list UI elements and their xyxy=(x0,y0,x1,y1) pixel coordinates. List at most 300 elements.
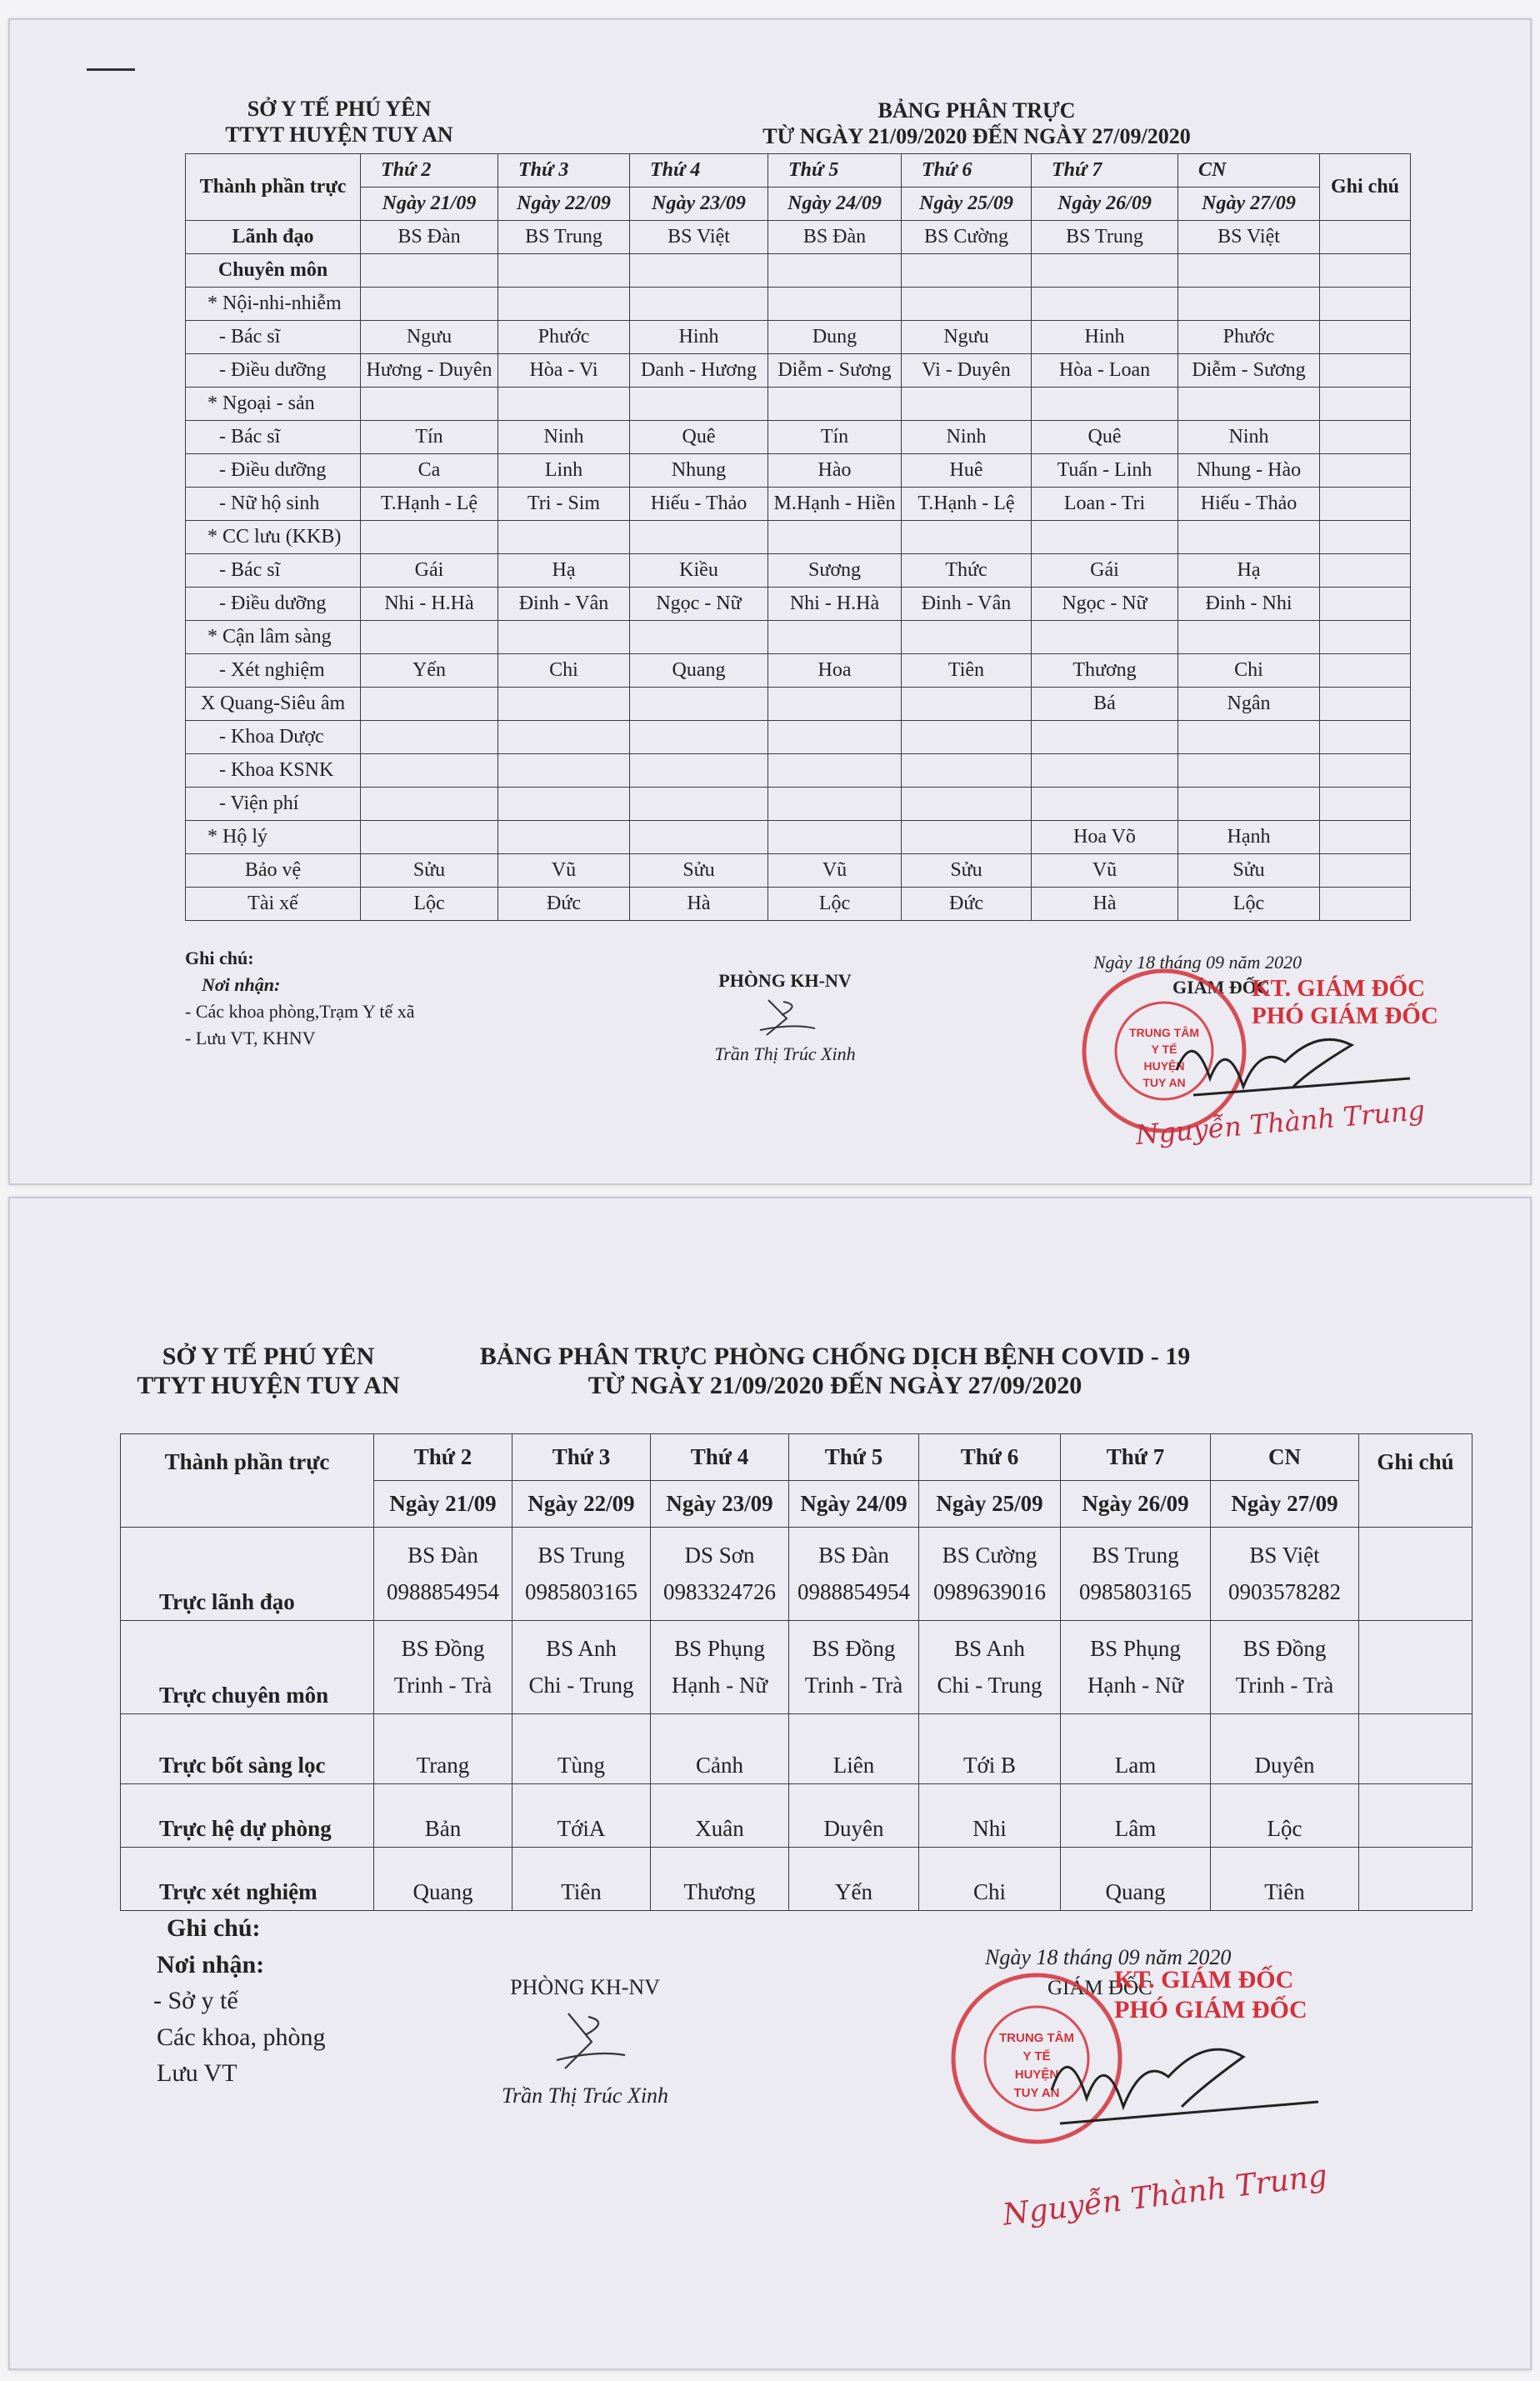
day-header: Thứ 6 xyxy=(902,154,1032,188)
dept-name: PHÒNG KH-NV xyxy=(718,970,852,991)
roster-cell: Diễm - Sương xyxy=(1178,354,1320,388)
row-label: X Quang-Siêu âm xyxy=(186,688,361,721)
roster-cell: Tùng xyxy=(512,1714,651,1784)
day-header: Thứ 3 xyxy=(498,154,630,188)
roster-cell xyxy=(768,254,902,288)
date-header: Ngày 23/09 xyxy=(651,1481,789,1528)
roster-cell: Hoa xyxy=(768,654,902,688)
roster-cell: Hinh xyxy=(630,321,768,354)
note-cell xyxy=(1320,588,1411,621)
row-label: Trực xét nghiệm xyxy=(121,1848,374,1911)
roster-cell xyxy=(361,721,498,754)
roster-cell xyxy=(498,688,630,721)
notes-title: Ghi chú: xyxy=(185,948,254,968)
row-label: - Xét nghiệm xyxy=(186,654,361,688)
row-label: - Bác sĩ xyxy=(186,554,361,588)
cell-line: 0903578282 xyxy=(1228,1578,1341,1604)
cell-line: Chi - Trung xyxy=(937,1672,1042,1698)
row-label: Lãnh đạo xyxy=(186,221,361,254)
day-header: Thứ 2 xyxy=(374,1434,512,1481)
dept-sign-block xyxy=(477,1975,693,2108)
roster-cell xyxy=(768,288,902,321)
date-header: Ngày 27/09 xyxy=(1211,1481,1359,1528)
roster-cell xyxy=(919,1621,1061,1714)
org-line-2: TTYT HUYỆN TUY AN xyxy=(137,1372,400,1400)
roster-cell xyxy=(630,288,768,321)
row-label: Chuyên môn xyxy=(186,254,361,288)
roster-cell: Chi xyxy=(919,1848,1061,1911)
note-cell xyxy=(1320,854,1411,888)
margin-mark xyxy=(87,68,135,71)
cell-line: BS Đồng xyxy=(812,1636,896,1662)
roster-cell: BS Đàn xyxy=(768,221,902,254)
roster-cell xyxy=(361,254,498,288)
notes-block xyxy=(143,1910,325,2092)
roster-cell xyxy=(1178,721,1320,754)
day-header: Thứ 5 xyxy=(768,154,902,188)
roster-cell xyxy=(630,388,768,421)
note-cell xyxy=(1359,1848,1472,1911)
roster-cell: Ninh xyxy=(498,421,630,454)
note-cell xyxy=(1320,288,1411,321)
title-line-1: BẢNG PHÂN TRỰC xyxy=(878,98,1076,123)
roster-row xyxy=(186,588,1411,621)
roster-cell: BS Đàn xyxy=(361,221,498,254)
roster-cell xyxy=(630,521,768,554)
day-header: CN xyxy=(1211,1434,1359,1481)
date-header: Ngày 25/09 xyxy=(902,188,1032,221)
roster-cell xyxy=(498,821,630,854)
roster-cell: Quê xyxy=(1032,421,1178,454)
roster-row xyxy=(186,454,1411,488)
duty-roster-table xyxy=(185,153,1411,921)
date-line: Ngày 18 tháng 09 năm 2020 xyxy=(985,1945,1232,1969)
roster-cell: Hòa - Loan xyxy=(1032,354,1178,388)
svg-text:HUYỆN: HUYỆN xyxy=(1014,2068,1059,2082)
date-line: Ngày 18 tháng 09 năm 2020 xyxy=(1093,952,1302,973)
roster-row xyxy=(186,254,1411,288)
roster-cell xyxy=(902,621,1032,654)
roster-cell: Quang xyxy=(374,1848,512,1911)
date-header: Ngày 22/09 xyxy=(498,188,630,221)
roster-cell: Tiên xyxy=(902,654,1032,688)
date-header: Ngày 21/09 xyxy=(361,188,498,221)
roster-cell xyxy=(1178,288,1320,321)
roster-cell xyxy=(1032,621,1178,654)
roster-cell: Hòa - Vi xyxy=(498,354,630,388)
cell-line: Chi - Trung xyxy=(528,1672,634,1698)
note-cell xyxy=(1320,521,1411,554)
roster-cell xyxy=(498,388,630,421)
roster-cell: Đinh - Nhi xyxy=(1178,588,1320,621)
cell-line: BS Phụng xyxy=(674,1636,765,1662)
dept-name: PHÒNG KH-NV xyxy=(510,1975,660,1999)
roster-cell xyxy=(512,1621,651,1714)
day-header: Thứ 7 xyxy=(1032,154,1178,188)
row-label: * Ngoại - sản xyxy=(186,388,361,421)
roster-cell: Sửu xyxy=(902,854,1032,888)
roster-cell xyxy=(498,788,630,821)
roster-row xyxy=(186,854,1411,888)
roster-cell: Tới B xyxy=(919,1714,1061,1784)
note-cell xyxy=(1320,888,1411,921)
header-row-days xyxy=(186,154,1411,188)
roster-cell: Đức xyxy=(498,888,630,921)
date-header: Ngày 22/09 xyxy=(512,1481,651,1528)
roster-row xyxy=(121,1714,1472,1784)
roster-cell xyxy=(498,721,630,754)
roster-cell xyxy=(1032,388,1178,421)
recipients-title: Nơi nhận: xyxy=(157,1950,265,1978)
roster-row xyxy=(186,388,1411,421)
roster-cell: Lộc xyxy=(361,888,498,921)
cell-line: 0988854954 xyxy=(387,1578,499,1604)
roster-cell xyxy=(1211,1528,1359,1621)
roster-cell xyxy=(498,621,630,654)
day-header: Thứ 2 xyxy=(361,154,498,188)
director-title: GIÁM ĐỐC xyxy=(1172,977,1270,998)
roster-cell: Ngọc - Nữ xyxy=(1032,588,1178,621)
date-header: Ngày 27/09 xyxy=(1178,188,1320,221)
roster-cell xyxy=(902,288,1032,321)
roster-cell xyxy=(1032,721,1178,754)
roster-cell: Chi xyxy=(498,654,630,688)
roster-cell: Ngưu xyxy=(361,321,498,354)
roster-cell: Tiên xyxy=(1211,1848,1359,1911)
date-header: Ngày 23/09 xyxy=(630,188,768,221)
notes-title: Ghi chú: xyxy=(167,1914,261,1942)
roster-cell: Lâm xyxy=(1061,1784,1211,1848)
roster-cell: Đức xyxy=(902,888,1032,921)
row-label: - Viện phí xyxy=(186,788,361,821)
roster-cell xyxy=(902,788,1032,821)
roster-cell xyxy=(361,754,498,788)
cell-line: BS Trung xyxy=(538,1543,625,1568)
header-row-dates xyxy=(186,188,1411,221)
cell-line: BS Việt xyxy=(1249,1543,1320,1568)
roster-cell: Ca xyxy=(361,454,498,488)
note-cell xyxy=(1320,354,1411,388)
roster-cell xyxy=(1032,254,1178,288)
roster-row xyxy=(186,621,1411,654)
roster-row xyxy=(121,1784,1472,1848)
roster-cell: Vi - Duyên xyxy=(902,354,1032,388)
roster-row xyxy=(186,354,1411,388)
roster-cell: Trang xyxy=(374,1714,512,1784)
day-header: Thứ 6 xyxy=(919,1434,1061,1481)
deputy-line-2: PHÓ GIÁM ĐỐC xyxy=(1252,1003,1438,1030)
roster-sheet-2 xyxy=(8,1197,1532,2370)
svg-text:TRUNG TÂM: TRUNG TÂM xyxy=(1129,1026,1199,1039)
roster-cell xyxy=(630,254,768,288)
roster-cell: Sương xyxy=(768,554,902,588)
day-header: Thứ 3 xyxy=(512,1434,651,1481)
row-label: Bảo vệ xyxy=(186,854,361,888)
roster-cell xyxy=(1178,521,1320,554)
cell-line: Hạnh - Nữ xyxy=(1087,1672,1184,1698)
covid-roster-table xyxy=(120,1433,1472,1911)
roster-row xyxy=(186,421,1411,454)
roster-row xyxy=(186,788,1411,821)
roster-cell: Sửu xyxy=(630,854,768,888)
roster-cell xyxy=(361,388,498,421)
roster-cell: Tín xyxy=(361,421,498,454)
roster-cell: Kiều xyxy=(630,554,768,588)
roster-cell: Duyên xyxy=(789,1784,919,1848)
roster-cell: Bá xyxy=(1032,688,1178,721)
row-label: - Điều dưỡng xyxy=(186,354,361,388)
roster-cell: Hà xyxy=(1032,888,1178,921)
note-col-header: Ghi chú xyxy=(1359,1434,1472,1528)
note-cell xyxy=(1320,721,1411,754)
roster-cell: Nhi - H.Hà xyxy=(768,588,902,621)
roster-row xyxy=(186,288,1411,321)
roster-cell: BS Việt xyxy=(1178,221,1320,254)
dept-signature-icon xyxy=(735,993,835,1043)
dept-sign-block xyxy=(677,970,893,1065)
cell-line: BS Trung xyxy=(1092,1543,1179,1568)
svg-text:HUYỆN: HUYỆN xyxy=(1143,1059,1185,1073)
row-label: * CC lưu (KKB) xyxy=(186,521,361,554)
org-header xyxy=(218,97,460,148)
roster-cell: Quang xyxy=(630,654,768,688)
roster-cell xyxy=(1061,1528,1211,1621)
roster-cell: Ngọc - Nữ xyxy=(630,588,768,621)
cell-line: 0988854954 xyxy=(798,1578,910,1604)
cell-line: BS Đồng xyxy=(1242,1636,1327,1662)
note-cell xyxy=(1320,454,1411,488)
date-header: Ngày 24/09 xyxy=(768,188,902,221)
roster-cell xyxy=(902,754,1032,788)
roster-cell: Hạnh xyxy=(1178,821,1320,854)
roster-row xyxy=(186,654,1411,688)
recipient-item: Lưu VT xyxy=(157,2059,238,2087)
day-header: Thứ 7 xyxy=(1061,1434,1211,1481)
roster-row xyxy=(186,321,1411,354)
header-row-days xyxy=(121,1434,1472,1481)
roster-cell: Dung xyxy=(768,321,902,354)
note-cell xyxy=(1320,754,1411,788)
cell-line: BS Đàn xyxy=(408,1543,478,1568)
roster-cell xyxy=(789,1528,919,1621)
svg-text:TUY AN: TUY AN xyxy=(1142,1076,1186,1089)
roster-cell xyxy=(902,521,1032,554)
cell-line: 0985803165 xyxy=(525,1578,638,1604)
roster-cell: Hạ xyxy=(498,554,630,588)
signer-name: Nguyễn Thành Trung xyxy=(1134,1093,1427,1152)
org-line-1: SỞ Y TẾ PHÚ YÊN xyxy=(247,97,432,121)
row-label: * Nội-nhi-nhiễm xyxy=(186,288,361,321)
roster-cell: Bản xyxy=(374,1784,512,1848)
roster-cell: Chi xyxy=(1178,654,1320,688)
roster-cell: Diễm - Sương xyxy=(768,354,902,388)
roster-cell xyxy=(902,388,1032,421)
recipient-item: - Sở y tế xyxy=(153,1987,238,2014)
note-cell xyxy=(1359,1714,1472,1784)
svg-text:TRUNG TÂM: TRUNG TÂM xyxy=(999,2031,1074,2045)
note-cell xyxy=(1320,788,1411,821)
notes-block xyxy=(185,945,415,1052)
title-line-2: TỪ NGÀY 21/09/2020 ĐẾN NGÀY 27/09/2020 xyxy=(588,1372,1082,1400)
roster-cell: T.Hạnh - Lệ xyxy=(902,488,1032,521)
roster-cell: Vũ xyxy=(768,854,902,888)
date-header: Ngày 26/09 xyxy=(1061,1481,1211,1528)
roster-cell xyxy=(902,721,1032,754)
roster-cell xyxy=(1032,788,1178,821)
roster-cell: Hiếu - Thảo xyxy=(1178,488,1320,521)
roster-cell xyxy=(630,788,768,821)
roster-cell xyxy=(651,1528,789,1621)
roster-cell: Thương xyxy=(651,1848,789,1911)
roster-cell xyxy=(768,821,902,854)
svg-text:Y TẾ: Y TẾ xyxy=(1022,2049,1051,2063)
roster-cell xyxy=(1178,388,1320,421)
roster-row xyxy=(186,754,1411,788)
row-label: * Hộ lý xyxy=(186,821,361,854)
roster-cell: Xuân xyxy=(651,1784,789,1848)
roster-cell xyxy=(1178,254,1320,288)
cell-line: Hạnh - Nữ xyxy=(671,1672,768,1698)
cell-line: Trinh - Trà xyxy=(393,1672,492,1698)
roster-cell: Hinh xyxy=(1032,321,1178,354)
roster-cell xyxy=(498,754,630,788)
cell-line: BS Phụng xyxy=(1090,1636,1181,1662)
roster-cell xyxy=(1178,788,1320,821)
roster-cell: BS Việt xyxy=(630,221,768,254)
title-line-1: BẢNG PHÂN TRỰC PHÒNG CHỐNG DỊCH BỆNH COVID - 19 xyxy=(479,1343,1191,1370)
col-label-header: Thành phần trực xyxy=(186,154,361,221)
roster-cell xyxy=(374,1621,512,1714)
cell-line: BS Anh xyxy=(954,1636,1025,1662)
dept-signer-name: Trần Thị Trúc Xinh xyxy=(501,2083,669,2108)
roster-cell: Ngưu xyxy=(902,321,1032,354)
dept-signature-icon xyxy=(527,2005,643,2080)
roster-cell xyxy=(919,1528,1061,1621)
roster-row xyxy=(186,521,1411,554)
row-label: Trực bốt sàng lọc xyxy=(121,1714,374,1784)
roster-row xyxy=(121,1528,1472,1621)
roster-cell: Cảnh xyxy=(651,1714,789,1784)
roster-cell: Thức xyxy=(902,554,1032,588)
deputy-line-1: KT. GIÁM ĐỐC xyxy=(1114,1966,1294,1993)
cell-line: Trinh - Trà xyxy=(1235,1672,1334,1698)
roster-cell xyxy=(1032,754,1178,788)
roster-cell: Lộc xyxy=(1211,1784,1359,1848)
roster-cell: Loan - Tri xyxy=(1032,488,1178,521)
day-header: Thứ 4 xyxy=(630,154,768,188)
roster-cell xyxy=(902,254,1032,288)
roster-cell xyxy=(630,621,768,654)
recipient-item: Các khoa, phòng xyxy=(157,2023,326,2051)
recipient-item: - Các khoa phòng,Trạm Y tế xã xyxy=(185,1000,415,1022)
org-header xyxy=(118,1342,418,1401)
row-label: Tài xế xyxy=(186,888,361,921)
roster-cell: Hạ xyxy=(1178,554,1320,588)
org-line-1: SỞ Y TẾ PHÚ YÊN xyxy=(162,1343,375,1370)
note-cell xyxy=(1359,1528,1472,1621)
roster-cell: Lộc xyxy=(768,888,902,921)
roster-cell xyxy=(768,521,902,554)
roster-cell: Vũ xyxy=(1032,854,1178,888)
note-cell xyxy=(1320,221,1411,254)
day-header: Thứ 4 xyxy=(651,1434,789,1481)
roster-cell xyxy=(1032,288,1178,321)
date-header: Ngày 25/09 xyxy=(919,1481,1061,1528)
roster-cell xyxy=(768,388,902,421)
roster-cell xyxy=(361,288,498,321)
roster-cell xyxy=(361,521,498,554)
note-cell xyxy=(1320,488,1411,521)
roster-cell: TớiA xyxy=(512,1784,651,1848)
roster-cell: Gái xyxy=(1032,554,1178,588)
date-header: Ngày 21/09 xyxy=(374,1481,512,1528)
roster-cell: Nhi xyxy=(919,1784,1061,1848)
roster-cell: Hà xyxy=(630,888,768,921)
roster-cell xyxy=(630,754,768,788)
roster-cell: Thương xyxy=(1032,654,1178,688)
roster-row xyxy=(186,888,1411,921)
roster-cell: Hào xyxy=(768,454,902,488)
roster-cell xyxy=(630,688,768,721)
cell-line: DS Sơn xyxy=(684,1543,755,1568)
roster-cell: Yến xyxy=(789,1848,919,1911)
deputy-line-2: PHÓ GIÁM ĐỐC xyxy=(1114,1996,1308,2023)
roster-cell xyxy=(1061,1621,1211,1714)
roster-cell: BS Cường xyxy=(902,221,1032,254)
roster-cell: Tiên xyxy=(512,1848,651,1911)
deputy-line-1: KT. GIÁM ĐỐC xyxy=(1252,975,1426,1002)
roster-cell: Hương - Duyên xyxy=(361,354,498,388)
cell-line: BS Cường xyxy=(942,1543,1038,1568)
roster-cell: Vũ xyxy=(498,854,630,888)
director-title: GIÁM ĐỐC xyxy=(1048,1977,1152,1999)
roster-cell xyxy=(630,821,768,854)
recipients-title: Nơi nhận: xyxy=(202,973,281,995)
date-header: Ngày 24/09 xyxy=(789,1481,919,1528)
roster-cell: Quang xyxy=(1061,1848,1211,1911)
dept-signer-name: Trần Thị Trúc Xinh xyxy=(714,1043,856,1064)
row-label: * Cận lâm sàng xyxy=(186,621,361,654)
roster-cell: Hiếu - Thảo xyxy=(630,488,768,521)
title-line-2: TỪ NGÀY 21/09/2020 ĐẾN NGÀY 27/09/2020 xyxy=(762,123,1191,148)
roster-cell xyxy=(498,521,630,554)
recipient-item: - Lưu VT, KHNV xyxy=(185,1027,316,1048)
roster-cell: Đinh - Vân xyxy=(498,588,630,621)
roster-cell: Sửu xyxy=(361,854,498,888)
roster-cell xyxy=(651,1621,789,1714)
roster-row xyxy=(121,1848,1472,1911)
roster-cell: T.Hạnh - Lệ xyxy=(361,488,498,521)
roster-cell: M.Hạnh - Hiền xyxy=(768,488,902,521)
cell-line: BS Anh xyxy=(546,1636,617,1662)
roster-cell: Yến xyxy=(361,654,498,688)
cell-line: 0989639016 xyxy=(933,1578,1046,1604)
note-col-header: Ghi chú xyxy=(1320,154,1411,221)
roster-cell xyxy=(768,688,902,721)
roster-cell: BS Trung xyxy=(1032,221,1178,254)
roster-row xyxy=(121,1621,1472,1714)
roster-sheet-1 xyxy=(8,18,1532,1185)
day-header: Thứ 5 xyxy=(789,1434,919,1481)
note-cell xyxy=(1320,254,1411,288)
roster-body xyxy=(121,1528,1472,1911)
roster-body xyxy=(186,221,1411,921)
roster-cell: Sửu xyxy=(1178,854,1320,888)
note-cell xyxy=(1320,621,1411,654)
roster-cell: Huê xyxy=(902,454,1032,488)
roster-cell: Danh - Hương xyxy=(630,354,768,388)
row-label: - Điều dưỡng xyxy=(186,588,361,621)
